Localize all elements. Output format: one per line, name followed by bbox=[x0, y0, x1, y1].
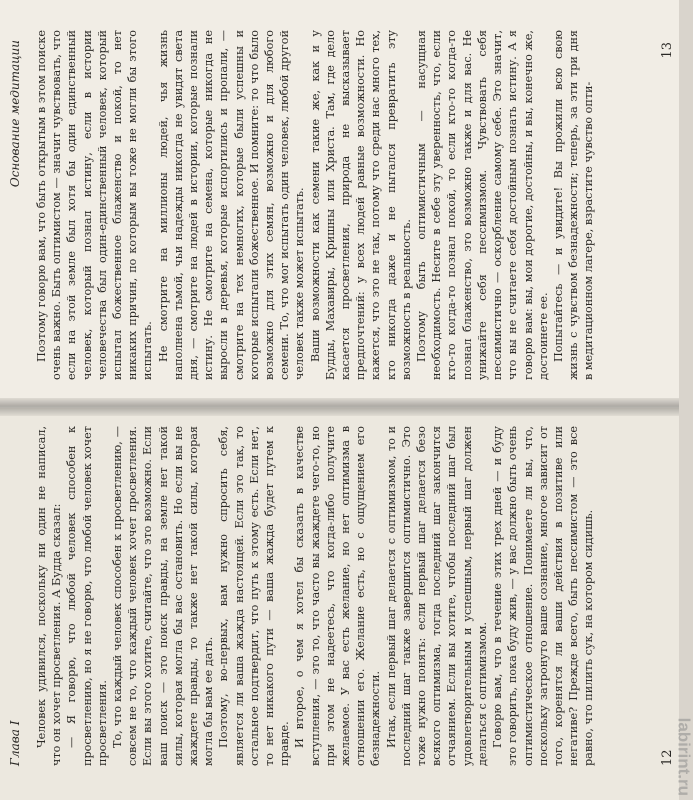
page-number: 12 bbox=[660, 749, 675, 766]
watermark-logo: labirint.ru bbox=[674, 717, 693, 796]
book-gutter-shadow bbox=[0, 398, 679, 416]
paragraph: Не смотрите на миллионы людей, чья жизнь наполнена тьмой, чьи надежды никогда не увидят света дня, — смотрите на людей в истории, которые познали истину. Не смотрите на семена, которые никогда не выросли в деревья, которые испортились и пропали, — смотрите на тех немногих, которые были успешны и которые испытали божественное. И помните: то что было возможно для этих семян, возможно и для любого семени. То, что мог испытать один человек, любой другой человек также может испытать. bbox=[156, 30, 307, 380]
paragraph: И второе, о чем я хотел бы сказать в качестве вступления, — это то, что часто вы жаждете чего-то, но при этом не надеетесь, что когда-либо получите желаемое. У вас есть желание, но нет оптимизма в отношении его. Желание есть, но с ощущением его безнадежности. bbox=[293, 426, 383, 766]
paragraph: То, что каждый человек способен к просветлению, — совсем не то, что каждый человек хочет просветления. Если вы этого хотите, считайте, что это возможно. Если ваш поиск — это поиск правды, на земле нет такой силы, которая могла бы вас остановить. Но если вы не жаждете правды, то также нет такой силы, которая могла бы вам ее дать. bbox=[111, 426, 216, 766]
paragraph: Поэтому говорю вам, что быть открытым в этом поиске очень важно. Быть оптимистом — значит чувствовать, что если на этой земле был хотя бы один единственный человек, который познал истину, если в истории человечества был один-единственный человек, который испытал божественное блаженство и покой, то нет никаких причин, по которым вы тоже не могли бы этого испытать. bbox=[35, 30, 155, 380]
running-head: Основание медитации bbox=[8, 40, 22, 188]
paragraph: Говорю вам, что в течение этих трех дней — и буду это говорить, пока буду жив, — у вас должно быть очень оптимистическое отношение. Понимаете ли вы, что, поскольку затронуто ваше сознание, многое зависит от того, коренятся ли ваши действия в позитиве или негативе? Прежде всего, быть пессимистом — это все равно, что пилить сук, на котором сидишь. bbox=[491, 426, 596, 766]
left-page bbox=[0, 408, 679, 800]
page-number: 13 bbox=[660, 42, 675, 59]
paragraph: Ваши возможности как семени такие же, как и у Будды, Махавиры, Кришны или Христа. Там, где дело касается просветления, природа не высказывает предпочтений: у всех людей равные возможности. Но кажется, что это не так, потому что среди нас много тех, кто никогда даже и не пытался превратить эту возможность в реальность. bbox=[308, 30, 413, 380]
paragraph: Человек удивился, поскольку ни один не написал, что он хочет просветления. А Будда сказал: bbox=[35, 426, 64, 766]
paragraph: Итак, если первый шаг делается с оптимизмом, то и последний шаг также завершится оптимистично. Это тоже нужно понять: если первый шаг делается безо всякого оптимизма, тогда последний шаг закончится отчаянием. Если вы хотите, чтобы последний шаг был удовлетворительным и успешным, первый шаг должен делаться с оптимизмом. bbox=[384, 426, 489, 766]
page-body bbox=[34, 426, 597, 766]
page-body bbox=[34, 30, 597, 380]
running-head: Глава I bbox=[8, 720, 22, 766]
paragraph: Поэтому быть оптимистичным — насущная необходимость. Несите в себе эту уверенность, что, если кто-то когда-то познал покой, то если кто-то когда-то познал блаженство, это возможно также и для вас. Не унижайте себя пессимизмом. Чувствовать себя пессимистично — оскорбление самому себе. Это значит, что вы не считаете себя достойным познать истину. А я говорю вам: вы, мои дорогие, достойны, и вы, конечно же, достоинете ее. bbox=[415, 30, 550, 380]
paragraph: Попытайтесь — и увидите! Вы прожили всю свою жизнь с чувством безнадежности; теперь, за эти три дня в медитационном лагере, взрастите чувство опти- bbox=[551, 30, 596, 380]
right-page bbox=[0, 0, 679, 408]
paragraph: Поэтому, во-первых, вам нужно спросить себя, является ли ваша жажда настоящей. Если это так, то остальное подтвердит, что путь к этому есть. Если нет, то нет никакого пути — ваша жажда будет путем к правде. bbox=[217, 426, 292, 766]
paragraph: — Я говорю, что любой человек способен к просветлению, но я не говорю, что любой человек хочет просветления. bbox=[65, 426, 109, 766]
